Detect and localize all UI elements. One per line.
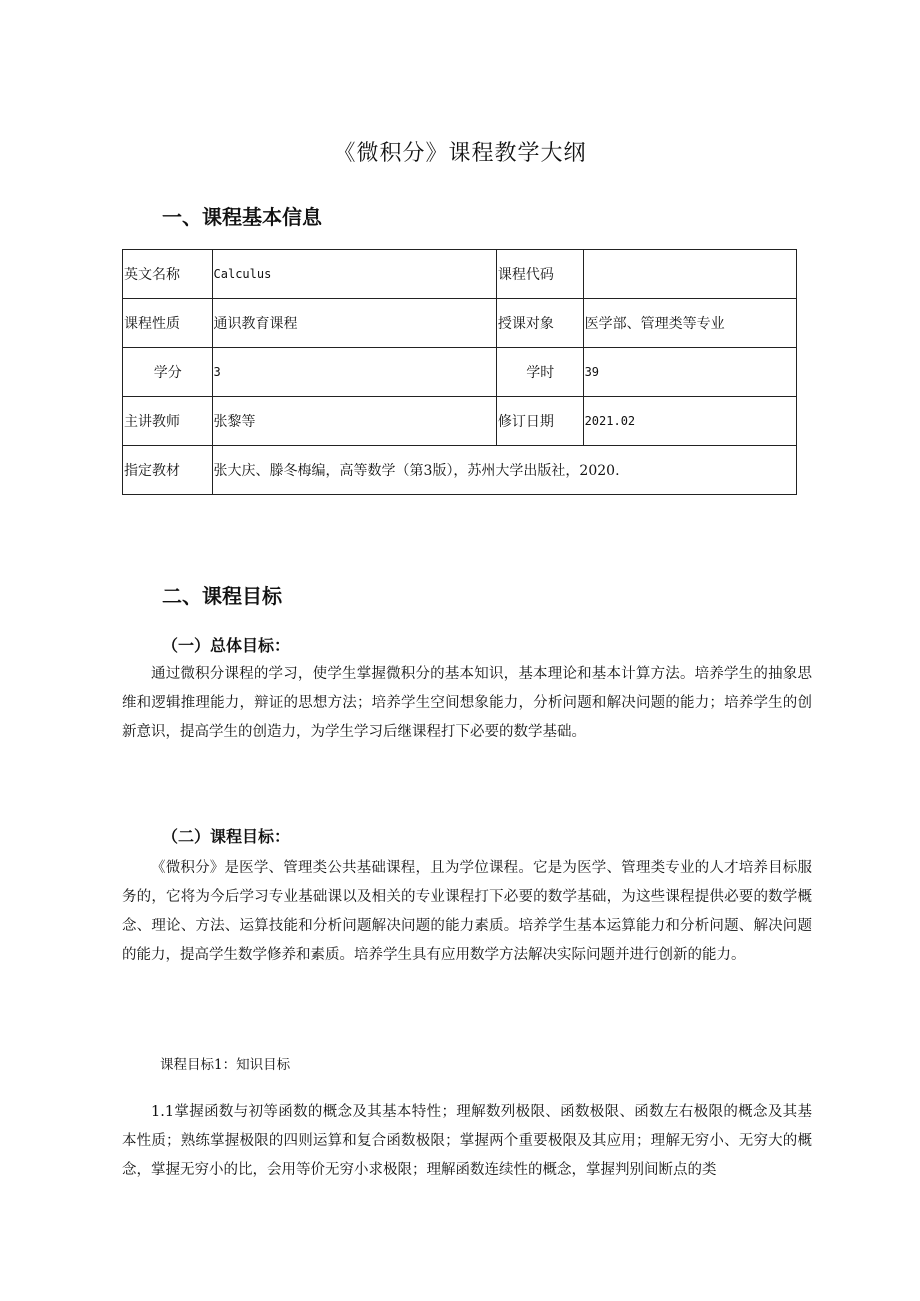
table-value-cell: 张黎等 — [212, 397, 496, 446]
goal-1-label: 课程目标1：知识目标 — [160, 1057, 291, 1073]
course-goal-paragraph: 《微积分》是医学、管理类公共基础课程，且为学位课程。它是为医学、管理类专业的人才培养目标服务的，它将为今后学习专业基础课以及相关的专业课程打下必要的数学基础，为这些课程提供必要的数学概念、理论、方法、运算技能和分析问题解决问题的能力素质。培养学生基本运算能力和分析问题、解决问题的能力，提高学生数学修养和素质。培养学生具有应用数学方法解决实际问题并进行创新的能力。 — [122, 860, 812, 963]
table-value-cell: 39 — [583, 348, 796, 397]
table-value-cell: Calculus — [212, 250, 496, 299]
table-label-cell: 课程代码 — [496, 250, 583, 299]
table-label-cell: 学分 — [123, 348, 213, 397]
table-row — [123, 299, 797, 348]
subheading-overall-goal: （一）总体目标： — [162, 636, 291, 655]
document-title: 《微积分》课程教学大纲 — [333, 141, 587, 166]
table-label-cell: 修订日期 — [496, 397, 583, 446]
table-label-cell: 主讲教师 — [123, 397, 213, 446]
table-value-cell — [583, 250, 796, 299]
table-label-cell: 英文名称 — [123, 250, 213, 299]
table-row — [123, 446, 797, 495]
table-value-cell: 通识教育课程 — [212, 299, 496, 348]
subheading-course-goal: （二）课程目标： — [162, 827, 291, 846]
section-heading-course-goals: 二、课程目标 — [162, 584, 282, 608]
table-value-cell: 3 — [212, 348, 496, 397]
table-value-cell: 医学部、管理类等专业 — [583, 299, 796, 348]
table-row — [123, 397, 797, 446]
table-label-cell: 授课对象 — [496, 299, 583, 348]
textbook-value-cell: 张大庆、滕冬梅编，高等数学（第3版），苏州大学出版社，2020. — [212, 446, 796, 495]
table-value-cell: 2021.02 — [583, 397, 796, 446]
table-label-cell: 学时 — [496, 348, 583, 397]
overall-goal-paragraph: 通过微积分课程的学习，使学生掌握微积分的基本知识，基本理论和基本计算方法。培养学生的抽象思维和逻辑推理能力，辩证的思想方法；培养学生空间想象能力，分析问题和解决问题的能力；培养学生的创新意识，提高学生的创造力，为学生学习后继课程打下必要的数学基础。 — [122, 666, 812, 740]
table-row — [123, 250, 797, 299]
table-label-cell: 课程性质 — [123, 299, 213, 348]
table-label-cell: 指定教材 — [123, 446, 213, 495]
goal-1-1-paragraph: 1.1掌握函数与初等函数的概念及其基本特性；理解数列极限、函数极限、函数左右极限的概念及其基本性质；熟练掌握极限的四则运算和复合函数极限；掌握两个重要极限及其应用；理解无穷小、无穷大的概念，掌握无穷小的比，会用等价无穷小求极限；理解函数连续性的概念，掌握判别间断点的类 — [122, 1104, 812, 1178]
course-info-table — [122, 249, 797, 495]
section-heading-basic-info: 一、课程基本信息 — [162, 205, 322, 229]
table-row — [123, 348, 797, 397]
